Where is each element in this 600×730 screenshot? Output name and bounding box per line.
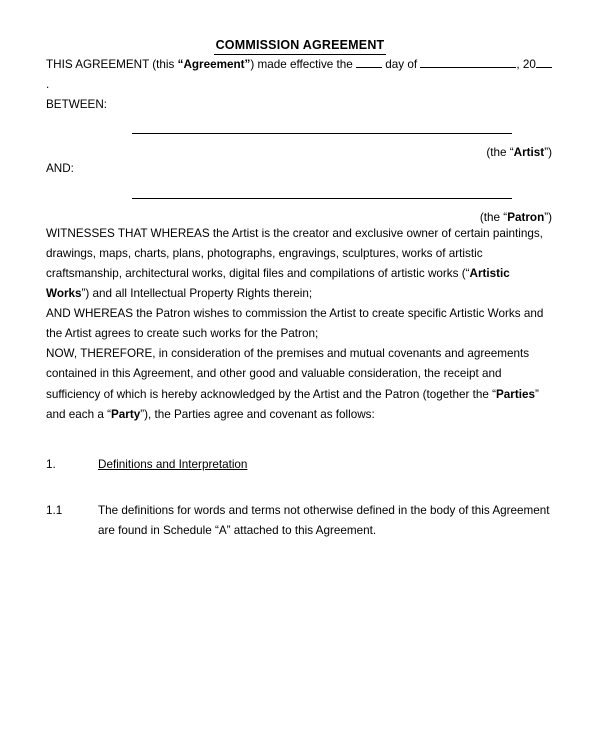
- intro-text-pre: THIS AGREEMENT (this: [46, 58, 178, 71]
- clause-1-body: [98, 455, 554, 475]
- clause-1-heading: Definitions and Interpretation: [98, 457, 248, 471]
- recital-now-therefore-text-3: ”), the Parties agree and covenant as follows:: [140, 407, 375, 421]
- artist-signature-block: [46, 133, 554, 159]
- patron-party-label: [46, 211, 554, 224]
- recital-witnesses: [46, 224, 554, 305]
- intro-agreement-term: “Agreement”: [177, 58, 251, 71]
- recital-witnesses-text-1: WITNESSES THAT WHEREAS the Artist is the creator and exclusive owner of certain paintings, drawings, maps, charts, plans, photographs, engravings, sculptures, works of artistic craftsmanship, architectural works, digital files and compilations of artistic works (“: [46, 226, 543, 280]
- page-title: COMMISSION AGREEMENT: [214, 38, 387, 55]
- patron-label-post: ”): [544, 210, 552, 224]
- artist-label-post: ”): [544, 146, 552, 160]
- between-label: BETWEEN:: [46, 98, 108, 112]
- recital-now-therefore-text-2: ” and each a “: [46, 387, 539, 421]
- recital-and-whereas-text: AND WHEREAS the Patron wishes to commission the Artist to create specific Artistic Works and the Artist agrees to create such works for the Patron;: [46, 307, 544, 341]
- intro-text-mid: ) made effective the: [250, 58, 357, 71]
- artist-label-term: Artist: [513, 146, 545, 160]
- recital-now-therefore-text-1: NOW, THEREFORE, in consideration of the premises and mutual covenants and agreements contained in this Agreement, and other good and valuable consideration, the receipt and sufficiency of which is hereby acknowledged by the Artist and the Patron (together the “: [46, 347, 530, 401]
- page-title-wrap: [46, 28, 554, 55]
- recital-now-therefore: [46, 344, 554, 425]
- recital-parties-term: Parties: [496, 387, 535, 401]
- recital-witnesses-text-2: ”) and all Intellectual Property Rights therein;: [81, 286, 313, 300]
- patron-signature-block: [46, 198, 554, 224]
- intro-text-after-day: day of: [382, 58, 421, 71]
- patron-name-line[interactable]: [132, 198, 512, 199]
- month-blank-field[interactable]: [420, 67, 516, 68]
- clause-1: [46, 455, 554, 475]
- intro-text-end: .: [46, 78, 50, 92]
- recital-witnesses-term: Artistic Works: [46, 266, 510, 300]
- day-blank-field[interactable]: [356, 67, 382, 68]
- clause-1-1-text: The definitions for words and terms not otherwise defined in the body of this Agreement are found in Schedule “A” attached to this Agreement.: [98, 503, 550, 537]
- and-label: AND:: [46, 162, 74, 176]
- patron-label-pre: (the “: [479, 210, 508, 224]
- artist-party-label: [46, 146, 554, 159]
- year-blank-field[interactable]: [536, 67, 552, 68]
- clause-1-1-number: 1.1: [46, 503, 63, 517]
- recital-party-term: Party: [110, 407, 141, 421]
- agreement-intro-paragraph: [46, 55, 554, 95]
- recital-and-whereas: [46, 304, 554, 344]
- clause-1-1: [46, 501, 554, 541]
- clause-1-number: 1.: [46, 457, 56, 471]
- artist-name-line[interactable]: [132, 133, 512, 134]
- intro-text-after-month: , 20: [516, 58, 536, 71]
- artist-label-pre: (the “: [486, 146, 514, 160]
- patron-label-term: Patron: [507, 210, 545, 224]
